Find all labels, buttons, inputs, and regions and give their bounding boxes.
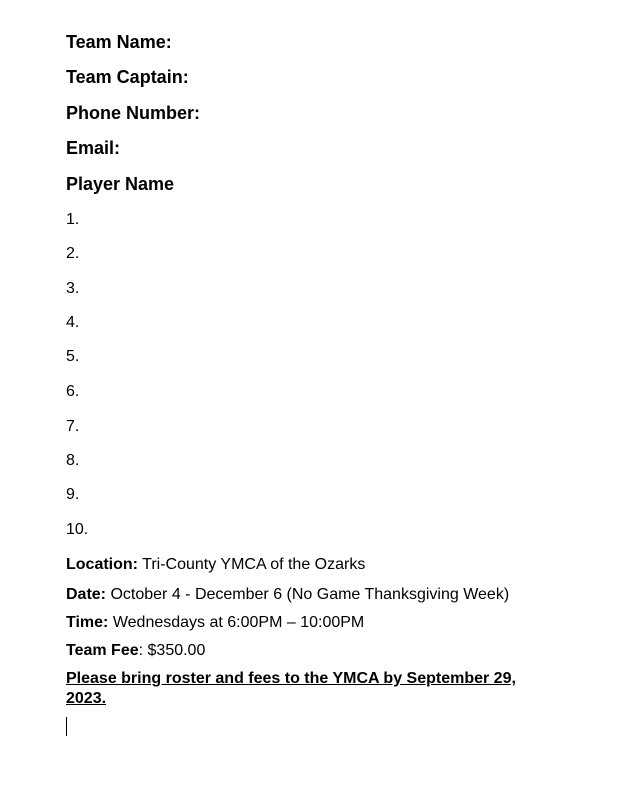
time-line [66, 613, 364, 633]
player-line-10: 10. [66, 521, 89, 538]
date-line [66, 585, 509, 605]
text-cursor[interactable] [66, 717, 67, 736]
player-line-2: 2. [66, 245, 80, 262]
player-line-8: 8. [66, 452, 80, 469]
player-line-7: 7. [66, 418, 80, 435]
team-captain-label: Team Captain: [66, 67, 189, 87]
time-label: Time: [66, 614, 109, 631]
date-value: October 4 - December 6 (No Game Thanksgiving Week) [106, 586, 510, 603]
player-line-4: 4. [66, 314, 80, 331]
team-fee-value: : $350.00 [138, 642, 206, 659]
location-value: Tri-County YMCA of the Ozarks [138, 556, 366, 573]
team-fee-label: Team Fee [66, 642, 139, 659]
deadline-notice: Please bring roster and fees to the YMCA by September 29, 2023. [66, 670, 516, 707]
location-line [66, 555, 365, 575]
player-line-9: 9. [66, 486, 80, 503]
player-line-1: 1. [66, 211, 80, 228]
phone-number-label: Phone Number: [66, 103, 201, 123]
email-label: Email: [66, 138, 121, 158]
location-label: Location: [66, 556, 138, 573]
team-fee-line [66, 641, 205, 661]
team-name-label: Team Name: [66, 32, 172, 52]
player-line-5: 5. [66, 348, 80, 365]
date-label: Date: [66, 586, 107, 603]
player-line-3: 3. [66, 280, 80, 297]
time-value: Wednesdays at 6:00PM – 10:00PM [108, 614, 365, 631]
player-name-heading: Player Name [66, 174, 175, 194]
player-line-6: 6. [66, 383, 80, 400]
